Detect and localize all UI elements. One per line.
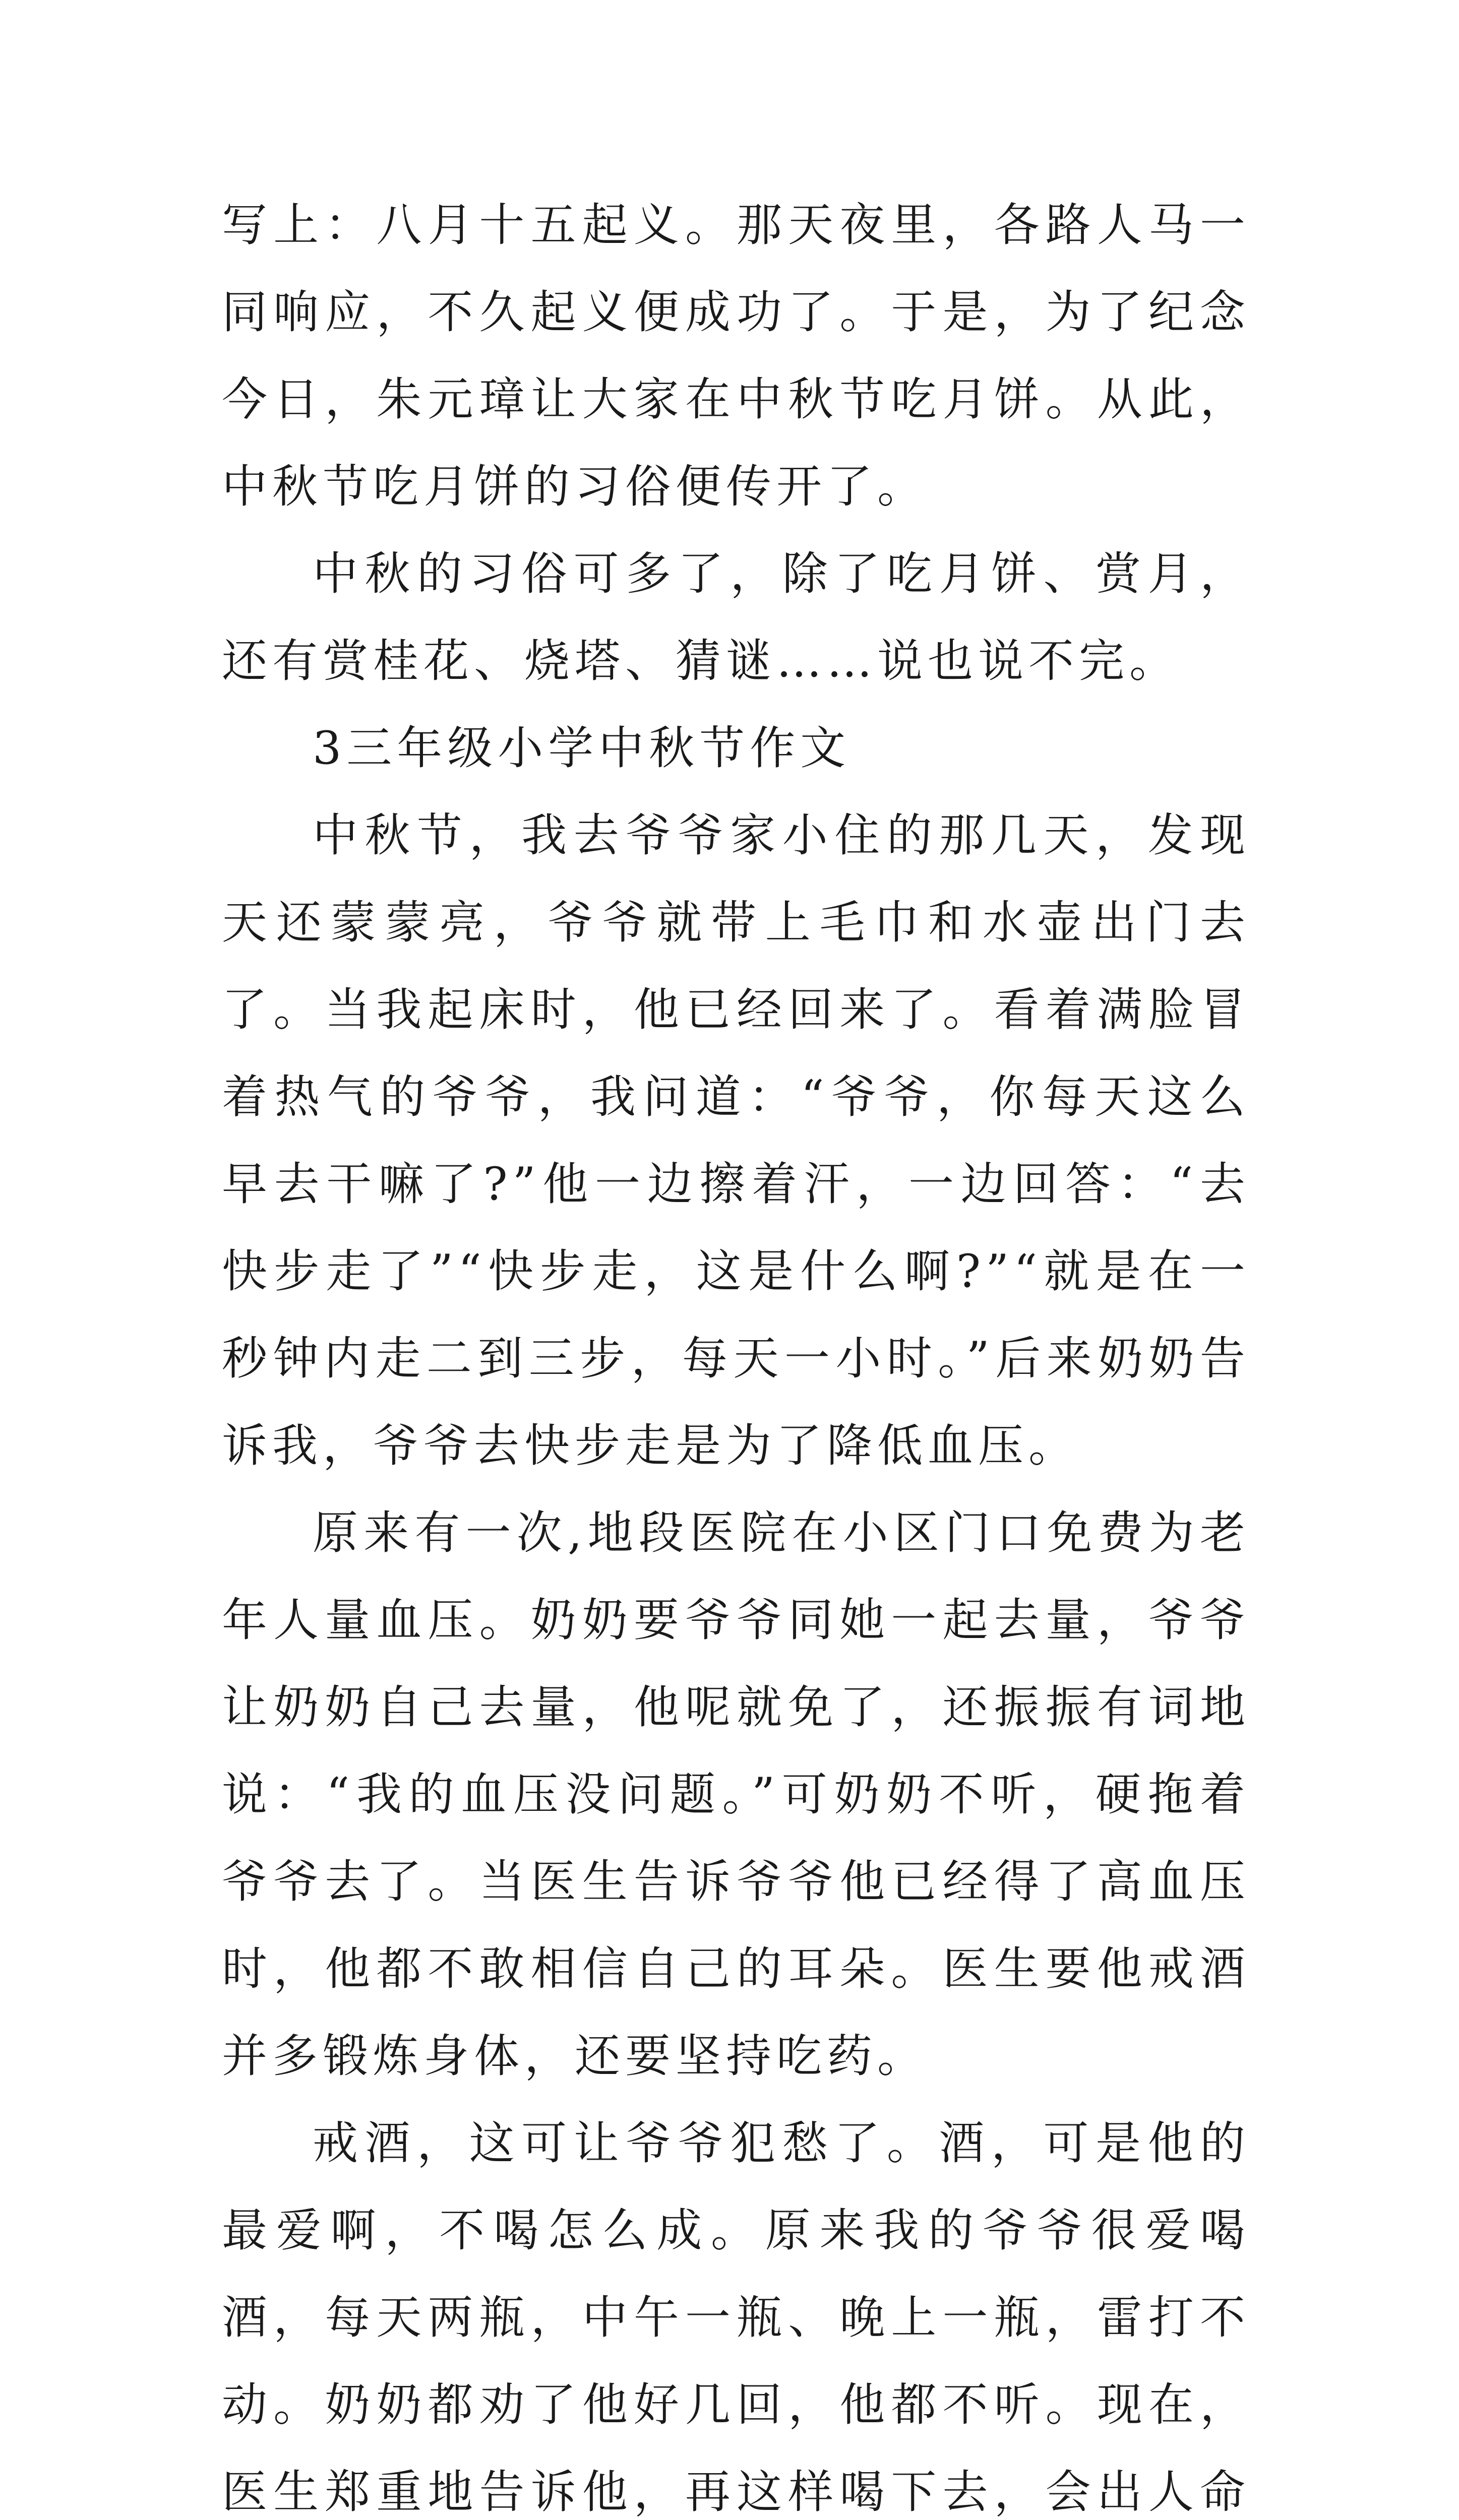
paragraph-continued: 写上：八月十五起义。那天夜里，各路人马一同响应，不久起义便成功了。于是，为了纪念今日，朱元璋让大家在中秋节吃月饼。从此，中秋节吃月饼的习俗便传开了。 [222, 199, 1250, 513]
section-heading: 3三年级小学中秋节作文 [313, 722, 851, 775]
paragraph-quit-drinking: 戒酒，这可让爷爷犯愁了。酒，可是他的最爱啊，不喝怎么成。原来我的爷爷很爱喝酒，每天两瓶，中午一瓶、晚上一瓶，雷打不动。奶奶都劝了他好几回，他都不听。现在，医生郑重地告诉他，再这样喝下去，会出人命 [222, 2117, 1250, 2518]
paragraph-grandpa-walking: 中秋节，我去爷爷家小住的那几天，发现天还蒙蒙亮，爷爷就带上毛巾和水壶出门去了。当我起床时，他已经回来了。看着满脸冒着热气的爷爷，我问道：“爷爷，你每天这么早去干嘛了?”他一边擦着汗，一边回答：“去快步走了”“快步走，这是什么啊?”“就是在一秒钟内走二到三步，每天一小时。”后来奶奶告诉我，爷爷去快步走是为了降低血压。 [222, 809, 1250, 1472]
body-text [222, 181, 1250, 2520]
paragraph-blood-pressure: 原来有一次,地段医院在小区门口免费为老年人量血压。奶奶要爷爷同她一起去量，爷爷让奶奶自己去量，他呢就免了，还振振有词地说：“我的血压没问题。”可奶奶不听，硬拖着爷爷去了。当医生告诉爷爷他已经得了高血压时，他都不敢相信自己的耳朵。医生要他戒酒并多锻炼身体，还要坚持吃药。 [222, 1506, 1250, 2083]
paragraph-customs: 中秋的习俗可多了，除了吃月饼、赏月，还有赏桂花、烧塔、猜谜……说也说不完。 [222, 547, 1250, 687]
